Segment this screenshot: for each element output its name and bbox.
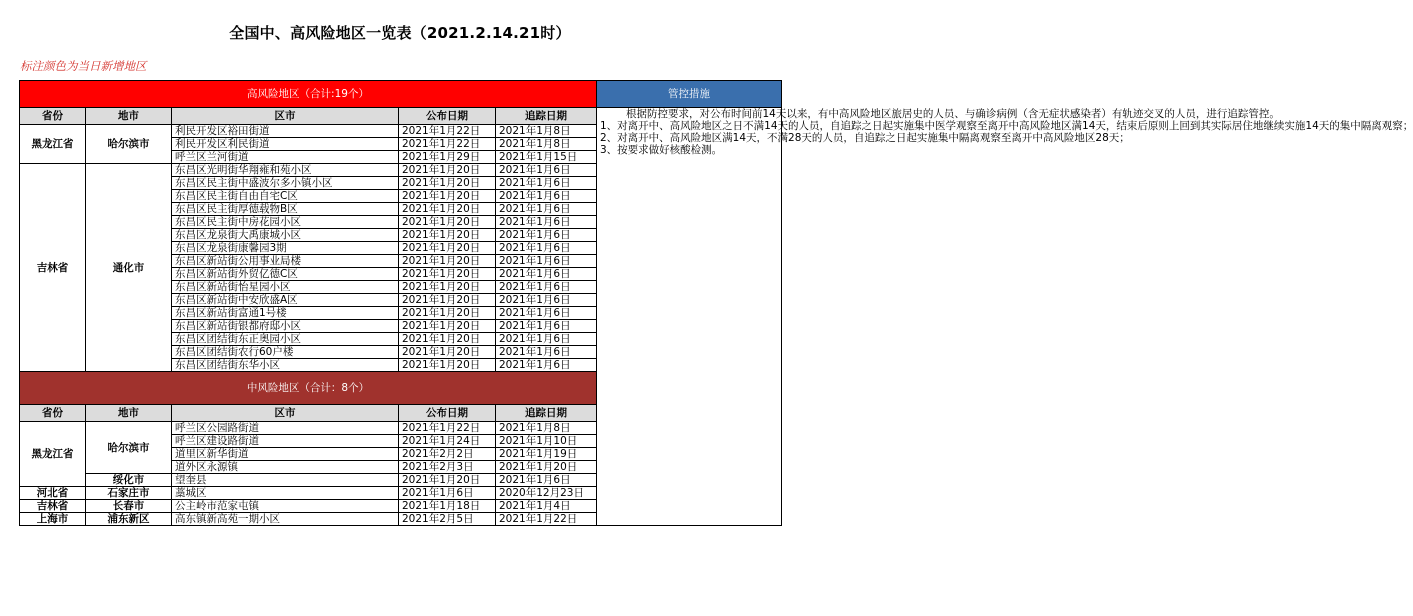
header-district: 区市: [172, 108, 399, 125]
measures-paragraph-text: 2、对离开中、高风险地区满14天，不满28天的人员，自追踪之日起实施集中隔离观察至离开中高风险地区28天；: [600, 132, 1130, 144]
trace-date-cell: 2021年1月19日: [496, 448, 597, 461]
trace-date-cell: 2021年1月6日: [496, 177, 597, 190]
publish-date-cell: 2021年1月20日: [399, 346, 496, 359]
publish-date-cell: 2021年1月20日: [399, 333, 496, 346]
header-province: 省份: [20, 405, 86, 422]
publish-date-cell: 2021年1月20日: [399, 359, 496, 372]
publish-date-cell: 2021年2月5日: [399, 513, 496, 526]
risk-area-table-container: [19, 80, 1413, 526]
trace-date-cell: 2021年1月6日: [496, 359, 597, 372]
publish-date-cell: 2021年1月24日: [399, 435, 496, 448]
district-cell: 东昌区新站街怡星园小区: [172, 281, 399, 294]
header-province: 省份: [20, 108, 86, 125]
header-city: 地市: [86, 405, 172, 422]
publish-date-cell: 2021年1月20日: [399, 255, 496, 268]
trace-date-cell: 2021年1月6日: [496, 242, 597, 255]
province-cell: 黑龙江省: [20, 422, 86, 487]
publish-date-cell: 2021年1月20日: [399, 242, 496, 255]
district-cell: 道里区新华街道: [172, 448, 399, 461]
district-cell: 呼兰区兰河街道: [172, 151, 399, 164]
page-title: 全国中、高风险地区一览表（2021.2.14.21时）: [229, 24, 571, 42]
district-cell: 东昌区新站街富通1号楼: [172, 307, 399, 320]
trace-date-cell: 2021年1月6日: [496, 216, 597, 229]
medium-risk-header: 中风险地区（合计：8个）: [20, 372, 597, 405]
publish-date-cell: 2021年1月20日: [399, 281, 496, 294]
trace-date-cell: 2021年1月22日: [496, 513, 597, 526]
measures-paragraph: [600, 132, 1130, 144]
district-cell: 东昌区团结街农行60户楼: [172, 346, 399, 359]
high-risk-banner-row: [20, 81, 782, 108]
trace-date-cell: 2021年1月6日: [496, 281, 597, 294]
trace-date-cell: 2021年1月8日: [496, 422, 597, 435]
publish-date-cell: 2021年1月20日: [399, 474, 496, 487]
district-cell: 东昌区民主街厚德载物B区: [172, 203, 399, 216]
publish-date-cell: 2021年1月20日: [399, 164, 496, 177]
district-cell: 东昌区团结街东华小区: [172, 359, 399, 372]
trace-date-cell: 2021年1月6日: [496, 333, 597, 346]
publish-date-cell: 2021年1月29日: [399, 151, 496, 164]
district-cell: 东昌区新站街外贸亿德C区: [172, 268, 399, 281]
province-cell: 吉林省: [20, 164, 86, 372]
publish-date-cell: 2021年1月20日: [399, 320, 496, 333]
district-cell: 东昌区新站街银都府邸小区: [172, 320, 399, 333]
district-cell: 道外区永源镇: [172, 461, 399, 474]
city-cell: 绥化市: [86, 474, 172, 487]
trace-date-cell: 2021年1月8日: [496, 125, 597, 138]
trace-date-cell: 2020年12月23日: [496, 487, 597, 500]
measures-paragraph-text: 根据防控要求，对公布时间前14天以来，有中高风险地区旅居史的人员、与确诊病例（含无症状感染者）有轨迹交叉的人员，进行追踪管控。: [626, 108, 1280, 120]
city-cell: 通化市: [86, 164, 172, 372]
measures-paragraph: [600, 120, 1413, 132]
publish-date-cell: 2021年1月6日: [399, 487, 496, 500]
trace-date-cell: 2021年1月6日: [496, 255, 597, 268]
measures-paragraph-text: 3、按要求做好核酸检测。: [600, 144, 723, 156]
district-cell: 呼兰区建设路街道: [172, 435, 399, 448]
province-cell: 上海市: [20, 513, 86, 526]
publish-date-cell: 2021年1月22日: [399, 125, 496, 138]
district-cell: 高东镇新高苑一期小区: [172, 513, 399, 526]
header-publish-date: 公布日期: [399, 108, 496, 125]
district-cell: 东昌区民主街自由自宅C区: [172, 190, 399, 203]
district-cell: 公主岭市范家屯镇: [172, 500, 399, 513]
publish-date-cell: 2021年2月3日: [399, 461, 496, 474]
trace-date-cell: 2021年1月6日: [496, 229, 597, 242]
publish-date-cell: 2021年1月20日: [399, 190, 496, 203]
district-cell: 东昌区龙泉街康馨园3期: [172, 242, 399, 255]
city-cell: 石家庄市: [86, 487, 172, 500]
publish-date-cell: 2021年1月20日: [399, 268, 496, 281]
high-risk-header: 高风险地区（合计:19个）: [20, 81, 597, 108]
trace-date-cell: 2021年1月6日: [496, 164, 597, 177]
measures-paragraph: [600, 144, 778, 156]
district-cell: 藁城区: [172, 487, 399, 500]
district-cell: 呼兰区公园路街道: [172, 422, 399, 435]
city-cell: 哈尔滨市: [86, 422, 172, 474]
measures-header: 管控措施: [597, 81, 782, 108]
trace-date-cell: 2021年1月6日: [496, 320, 597, 333]
district-cell: 利民开发区裕田街道: [172, 125, 399, 138]
trace-date-cell: 2021年1月6日: [496, 294, 597, 307]
trace-date-cell: 2021年1月6日: [496, 346, 597, 359]
header-trace-date: 追踪日期: [496, 108, 597, 125]
publish-date-cell: 2021年2月2日: [399, 448, 496, 461]
province-cell: 黑龙江省: [20, 125, 86, 164]
publish-date-cell: 2021年1月20日: [399, 203, 496, 216]
publish-date-cell: 2021年1月20日: [399, 216, 496, 229]
district-cell: 东昌区光明街华翔雍和苑小区: [172, 164, 399, 177]
measures-body: [597, 108, 1413, 526]
district-cell: 望奎县: [172, 474, 399, 487]
trace-date-cell: 2021年1月6日: [496, 268, 597, 281]
publish-date-cell: 2021年1月18日: [399, 500, 496, 513]
district-cell: 东昌区新站街公用事业局楼: [172, 255, 399, 268]
district-cell: 东昌区民主街中房花园小区: [172, 216, 399, 229]
trace-date-cell: 2021年1月6日: [496, 190, 597, 203]
header-trace-date: 追踪日期: [496, 405, 597, 422]
color-note: 标注颜色为当日新增地区: [20, 59, 147, 73]
city-cell: 长春市: [86, 500, 172, 513]
district-cell: 东昌区新站街中安欣盛A区: [172, 294, 399, 307]
header-publish-date: 公布日期: [399, 405, 496, 422]
publish-date-cell: 2021年1月22日: [399, 422, 496, 435]
city-cell: 浦东新区: [86, 513, 172, 526]
district-cell: 东昌区龙泉街大禹康城小区: [172, 229, 399, 242]
trace-date-cell: 2021年1月8日: [496, 138, 597, 151]
header-district: 区市: [172, 405, 399, 422]
trace-date-cell: 2021年1月6日: [496, 307, 597, 320]
district-cell: 东昌区民主街中盛波尔多小镇小区: [172, 177, 399, 190]
publish-date-cell: 2021年1月20日: [399, 177, 496, 190]
province-cell: 河北省: [20, 487, 86, 500]
publish-date-cell: 2021年1月20日: [399, 307, 496, 320]
province-cell: 吉林省: [20, 500, 86, 513]
trace-date-cell: 2021年1月6日: [496, 474, 597, 487]
district-cell: 利民开发区利民街道: [172, 138, 399, 151]
district-cell: 东昌区团结街东正奥园小区: [172, 333, 399, 346]
publish-date-cell: 2021年1月20日: [399, 294, 496, 307]
measures-paragraph: [600, 108, 1280, 120]
risk-area-table: [19, 80, 1413, 526]
measures-paragraph-text: 1、对离开中、高风险地区之日不满14天的人员，自追踪之日起实施集中医学观察至离开中高风险地区满14天，结束后原则上回到其实际居住地继续实施14天的集中隔离观察；: [600, 120, 1413, 132]
high-risk-column-header-row: [20, 108, 782, 125]
publish-date-cell: 2021年1月22日: [399, 138, 496, 151]
trace-date-cell: 2021年1月6日: [496, 203, 597, 216]
publish-date-cell: 2021年1月20日: [399, 229, 496, 242]
trace-date-cell: 2021年1月10日: [496, 435, 597, 448]
city-cell: 哈尔滨市: [86, 125, 172, 164]
trace-date-cell: 2021年1月15日: [496, 151, 597, 164]
trace-date-cell: 2021年1月20日: [496, 461, 597, 474]
trace-date-cell: 2021年1月4日: [496, 500, 597, 513]
header-city: 地市: [86, 108, 172, 125]
